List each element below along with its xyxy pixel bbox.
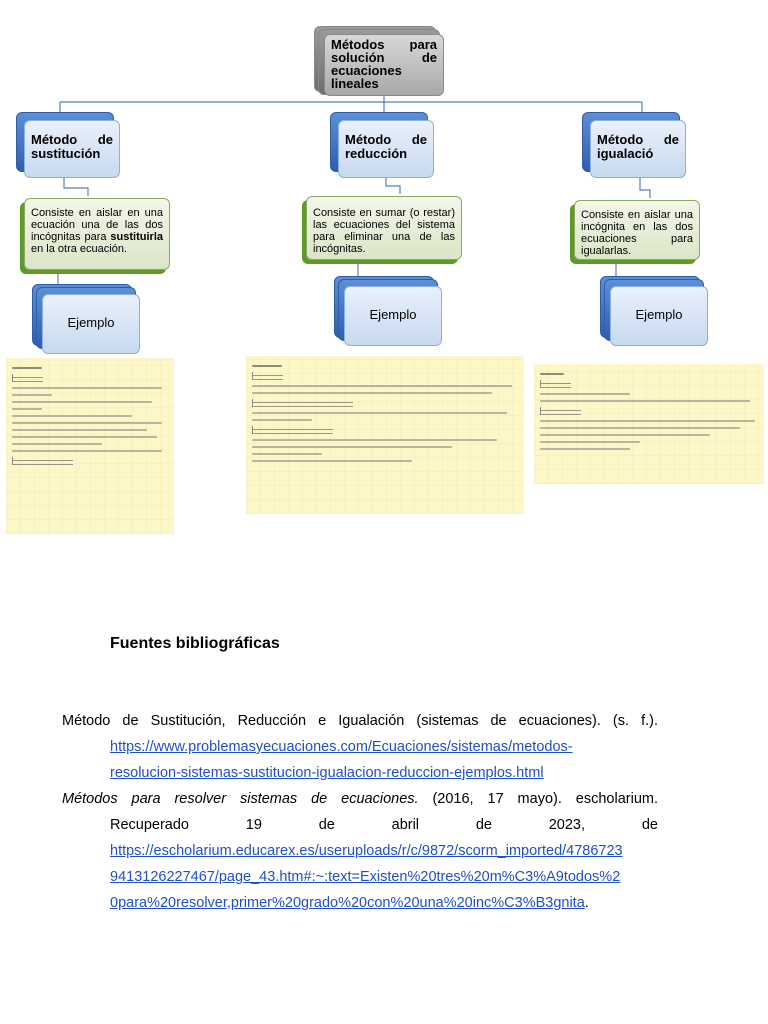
- branch-sustitucion-example-node: [32, 284, 140, 354]
- branch-sustitucion-description: Consiste en aislar en una ecuación una de las dos incógnitas para sustituirla en la otra ecuación.: [31, 207, 163, 255]
- branch-igualacion-description-node: [574, 200, 700, 260]
- reference-1-link-part1[interactable]: https://www.problemasyecuaciones.com/Ecuaciones/sistemas/metodos-: [110, 739, 573, 755]
- reference-2-title: Métodos para resolver sistemas de ecuaciones.: [62, 791, 419, 807]
- branch-reduccion-title-node: [330, 112, 434, 178]
- branch-reduccion-description-node: [306, 196, 462, 260]
- branch-reduccion-example-node: [334, 276, 442, 346]
- reference-2-text: Métodos para resolver sistemas de ecuaciones. (2016, 17 mayo). escholarium.: [62, 791, 658, 807]
- branch-igualacion-example-node: [600, 276, 708, 346]
- branch-reduccion-example-label: Ejemplo: [369, 307, 417, 322]
- reference-2-link-part2[interactable]: 9413126227467/page_43.htm#:~:text=Existen%20tres%20m%C3%A9todos%2: [110, 869, 621, 885]
- reference-1-link-part2[interactable]: resolucion-sistemas-sustitucion-igualacion-reduccion-ejemplos.html: [110, 765, 544, 781]
- reference-list: Método de Sustitución, Reducción e Igualación (sistemas de ecuaciones). (s. f.). https://www.problemasyecuaciones.com/Ecuaciones/sistemas/metodos- resolucion-sistemas-sustitucion-igualacion-reduccion-ejemplos.html Métodos para resolver sistemas de ecuaciones. (2016, 17 mayo). escholarium. Recuperado 19 de abril de 2023, de https://escholarium.educarex.es/useruploads/r/c/9872/scorm_imported/4786723 9413126227467/page_43.htm#:~:text=Existen%20tres%20m%C3%A9todos%2 0para%20resolver,primer%20grado%20con%20una%20inc%C3%B3gnita.: [62, 708, 658, 916]
- branch-igualacion-title-node: [582, 112, 686, 178]
- branch-sustitucion-title-node: [16, 112, 120, 178]
- reference-2-link-part1[interactable]: https://escholarium.educarex.es/useruploads/r/c/9872/scorm_imported/4786723: [110, 843, 623, 859]
- branch-igualacion-description: Consiste en aislar una incógnita en las dos ecuaciones para igualarlas.: [581, 209, 693, 257]
- references-heading: Fuentes bibliográficas: [110, 635, 280, 652]
- root-node-title: Métodos para solución de ecuaciones lineales: [331, 37, 437, 91]
- branch-sustitucion-description-node: [24, 198, 170, 270]
- example-image-sustitucion: [6, 358, 174, 534]
- branch-igualacion-title: Método de igualació: [597, 132, 679, 161]
- reference-2-retrieved: Recuperado 19 de abril de 2023, de: [110, 817, 658, 833]
- reference-1-text: Método de Sustitución, Reducción e Igualación (sistemas de ecuaciones). (s. f.).: [62, 713, 658, 729]
- branch-sustitucion-title: Método de sustitución: [31, 132, 113, 161]
- branch-reduccion-description: Consiste en sumar (o restar) las ecuaciones del sistema para eliminar una de las incógnitas.: [313, 207, 455, 255]
- branch-reduccion-title: Método de reducción: [345, 132, 427, 161]
- branch-igualacion-example-label: Ejemplo: [635, 307, 683, 322]
- example-image-reduccion: [246, 356, 524, 514]
- branch-sustitucion-example-label: Ejemplo: [67, 315, 115, 330]
- reference-2-link-part3[interactable]: 0para%20resolver,primer%20grado%20con%20una%20inc%C3%B3gnita: [110, 895, 585, 911]
- example-image-igualacion: [534, 364, 764, 484]
- root-node: [314, 26, 444, 96]
